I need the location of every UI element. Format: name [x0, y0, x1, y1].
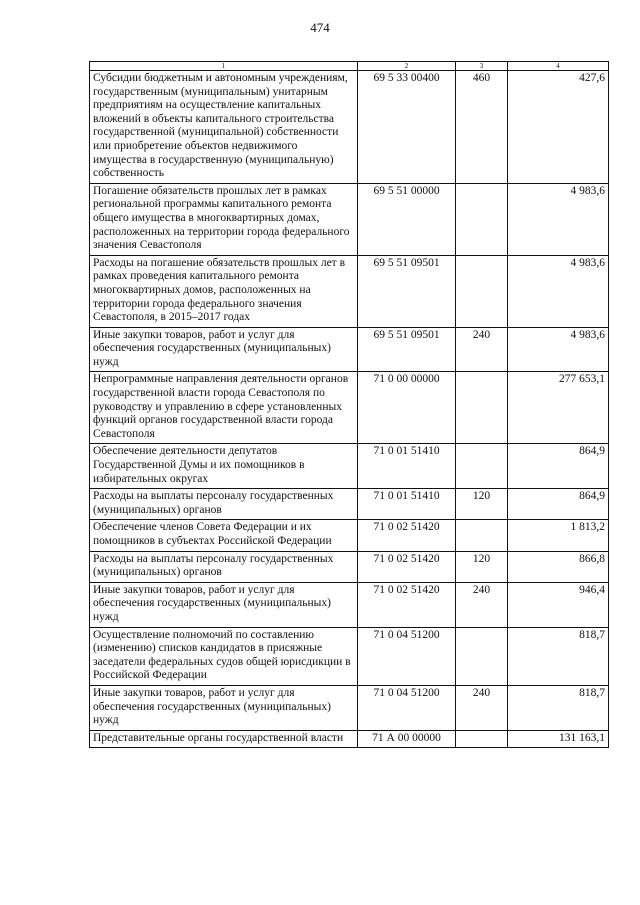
table-row — [90, 372, 609, 444]
row-type — [456, 730, 508, 748]
column-header: 3 — [456, 62, 508, 71]
row-name: Иные закупки товаров, работ и услуг для обеспечения государственных (муниципальных) нужд — [90, 685, 358, 730]
column-header: 1 — [90, 62, 358, 71]
row-amount: 818,7 — [508, 685, 609, 730]
row-code: 71 0 00 00000 — [358, 372, 456, 444]
row-name: Иные закупки товаров, работ и услуг для обеспечения государственных (муниципальных) нужд — [90, 327, 358, 372]
row-code: 69 5 51 00000 — [358, 183, 456, 255]
row-amount: 1 813,2 — [508, 520, 609, 551]
row-name: Расходы на выплаты персоналу государственных (муниципальных) органов — [90, 551, 358, 582]
table-row — [90, 520, 609, 551]
table-header-row — [90, 62, 609, 71]
row-type: 120 — [456, 551, 508, 582]
row-code: 69 5 51 09501 — [358, 255, 456, 327]
row-type — [456, 627, 508, 685]
row-name: Представительные органы государственной власти — [90, 730, 358, 748]
row-type — [456, 372, 508, 444]
table-row — [90, 582, 609, 627]
column-header: 2 — [358, 62, 456, 71]
table-row — [90, 71, 609, 184]
budget-table — [89, 61, 609, 748]
row-name: Погашение обязательств прошлых лет в рамках региональной программы капитального ремонта общего имущества в многоквартирных домах, расположенных на территории города федерального значения Севастополя — [90, 183, 358, 255]
row-amount: 131 163,1 — [508, 730, 609, 748]
row-type — [456, 255, 508, 327]
row-type: 240 — [456, 582, 508, 627]
row-type: 120 — [456, 489, 508, 520]
table-row — [90, 551, 609, 582]
row-code: 71 0 01 51410 — [358, 444, 456, 489]
table-row — [90, 730, 609, 748]
table-row — [90, 327, 609, 372]
row-amount: 864,9 — [508, 444, 609, 489]
row-name: Расходы на погашение обязательств прошлых лет в рамках проведения капитального ремонта многоквартирных домов, расположенных на территории города федерального значения Севастополя, в 2015–2017 годах — [90, 255, 358, 327]
row-name: Иные закупки товаров, работ и услуг для обеспечения государственных (муниципальных) нужд — [90, 582, 358, 627]
row-name: Субсидии бюджетным и автономным учреждениям, государственным (муниципальным) унитарным предприятиям на осуществление капитальных вложений в объекты капитального строительства государственной (муниципальной) собственности или приобретение объектов недвижимого имущества в государственную (муниципальную) собственность — [90, 71, 358, 184]
row-type — [456, 183, 508, 255]
row-amount: 818,7 — [508, 627, 609, 685]
row-code: 71 А 00 00000 — [358, 730, 456, 748]
row-type: 240 — [456, 327, 508, 372]
row-code: 69 5 51 09501 — [358, 327, 456, 372]
table-row — [90, 685, 609, 730]
row-name: Непрограммные направления деятельности органов государственной власти города Севастополя по руководству и управлению в сфере установленных функций органов государственной власти города Севастополя — [90, 372, 358, 444]
row-amount: 4 983,6 — [508, 327, 609, 372]
row-type — [456, 444, 508, 489]
row-type: 460 — [456, 71, 508, 184]
table-row — [90, 627, 609, 685]
row-amount: 946,4 — [508, 582, 609, 627]
row-code: 71 0 02 51420 — [358, 520, 456, 551]
row-code: 71 0 02 51420 — [358, 582, 456, 627]
row-name: Расходы на выплаты персоналу государственных (муниципальных) органов — [90, 489, 358, 520]
row-name: Осуществление полномочий по составлению (изменению) списков кандидатов в присяжные заседатели федеральных судов общей юрисдикции в Российской Федерации — [90, 627, 358, 685]
page-number: 474 — [310, 20, 330, 35]
row-amount: 4 983,6 — [508, 183, 609, 255]
row-code: 71 0 04 51200 — [358, 685, 456, 730]
row-code: 71 0 02 51420 — [358, 551, 456, 582]
table-row — [90, 183, 609, 255]
row-code: 71 0 01 51410 — [358, 489, 456, 520]
row-amount: 4 983,6 — [508, 255, 609, 327]
row-name: Обеспечение деятельности депутатов Государственной Думы и их помощников в избирательных округах — [90, 444, 358, 489]
row-code: 71 0 04 51200 — [358, 627, 456, 685]
row-amount: 864,9 — [508, 489, 609, 520]
row-amount: 866,8 — [508, 551, 609, 582]
table-row — [90, 444, 609, 489]
row-type — [456, 520, 508, 551]
row-amount: 427,6 — [508, 71, 609, 184]
row-type: 240 — [456, 685, 508, 730]
row-amount: 277 653,1 — [508, 372, 609, 444]
row-code: 69 5 33 00400 — [358, 71, 456, 184]
row-name: Обеспечение членов Совета Федерации и их помощников в субъектах Российской Федерации — [90, 520, 358, 551]
table-row — [90, 255, 609, 327]
table-row — [90, 489, 609, 520]
column-header: 4 — [508, 62, 609, 71]
